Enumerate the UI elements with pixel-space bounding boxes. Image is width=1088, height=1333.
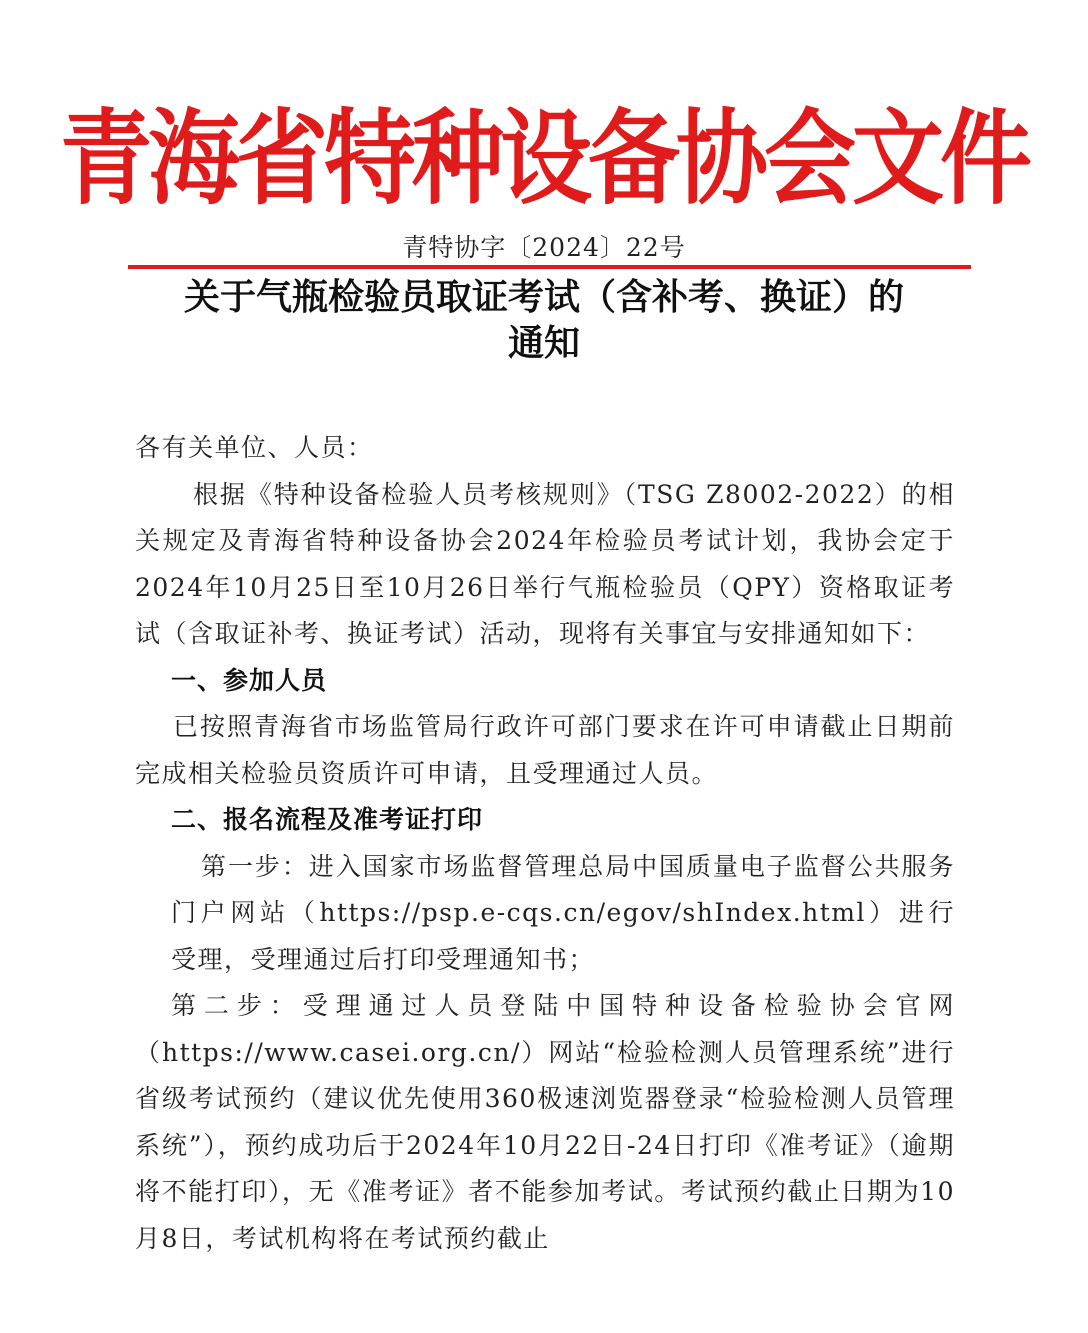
intro-paragraph: 根据《特种设备检验人员考核规则》（TSG Z8002-2022）的相关规定及青海省特种设备协会2024年检验员考试计划，我协会定于2024年10月25日至10月26日举行气瓶检验员（QPY）资格取证考试（含取证补考、换证考试）活动，现将有关事宜与安排通知如下： bbox=[135, 479, 955, 648]
document-masthead: 青海省特种设备协会文件 bbox=[59, 98, 1028, 219]
step-one-block bbox=[135, 844, 955, 984]
red-divider-line bbox=[128, 265, 971, 269]
notice-body bbox=[135, 425, 955, 1262]
step-one-paragraph: 第一步：进入国家市场监督管理总局中国质量电子监督公共服务门户网站（https://psp.e-cqs.cn/egov/shIndex.html）进行受理，受理通过后打印受理通知书； bbox=[171, 851, 955, 974]
document-number: 青特协字〔2024〕22号 bbox=[402, 233, 686, 262]
step-two-paragraph: 第二步：受理通过人员登陆中国特种设备检验协会官网（https://www.casei.org.cn/）网站“检验检测人员管理系统”进行省级考试预约（建议优先使用360极速浏览器登录“检验检测人员管理系统”），预约成功后于2024年10月22日-24日打印《准考证》（逾期将不能打印），无《准考证》者不能参加考试。考试预约截止日期为10月8日，考试机构将在考试预约截止 bbox=[135, 991, 955, 1253]
salutation: 各有关单位、人员： bbox=[135, 433, 374, 462]
notice-title bbox=[60, 274, 1028, 366]
section-heading-registration: 二、报名流程及准考证打印 bbox=[171, 805, 484, 834]
notice-title-line-2: 通知 bbox=[507, 322, 580, 364]
notice-title-line-1: 关于气瓶检验员取证考试（含补考、换证）的 bbox=[183, 276, 904, 318]
participants-paragraph: 已按照青海省市场监管局行政许可部门要求在许可申请截止日期前完成相关检验员资质许可申请，且受理通过人员。 bbox=[135, 712, 955, 788]
section-heading-participants: 一、参加人员 bbox=[171, 665, 328, 695]
